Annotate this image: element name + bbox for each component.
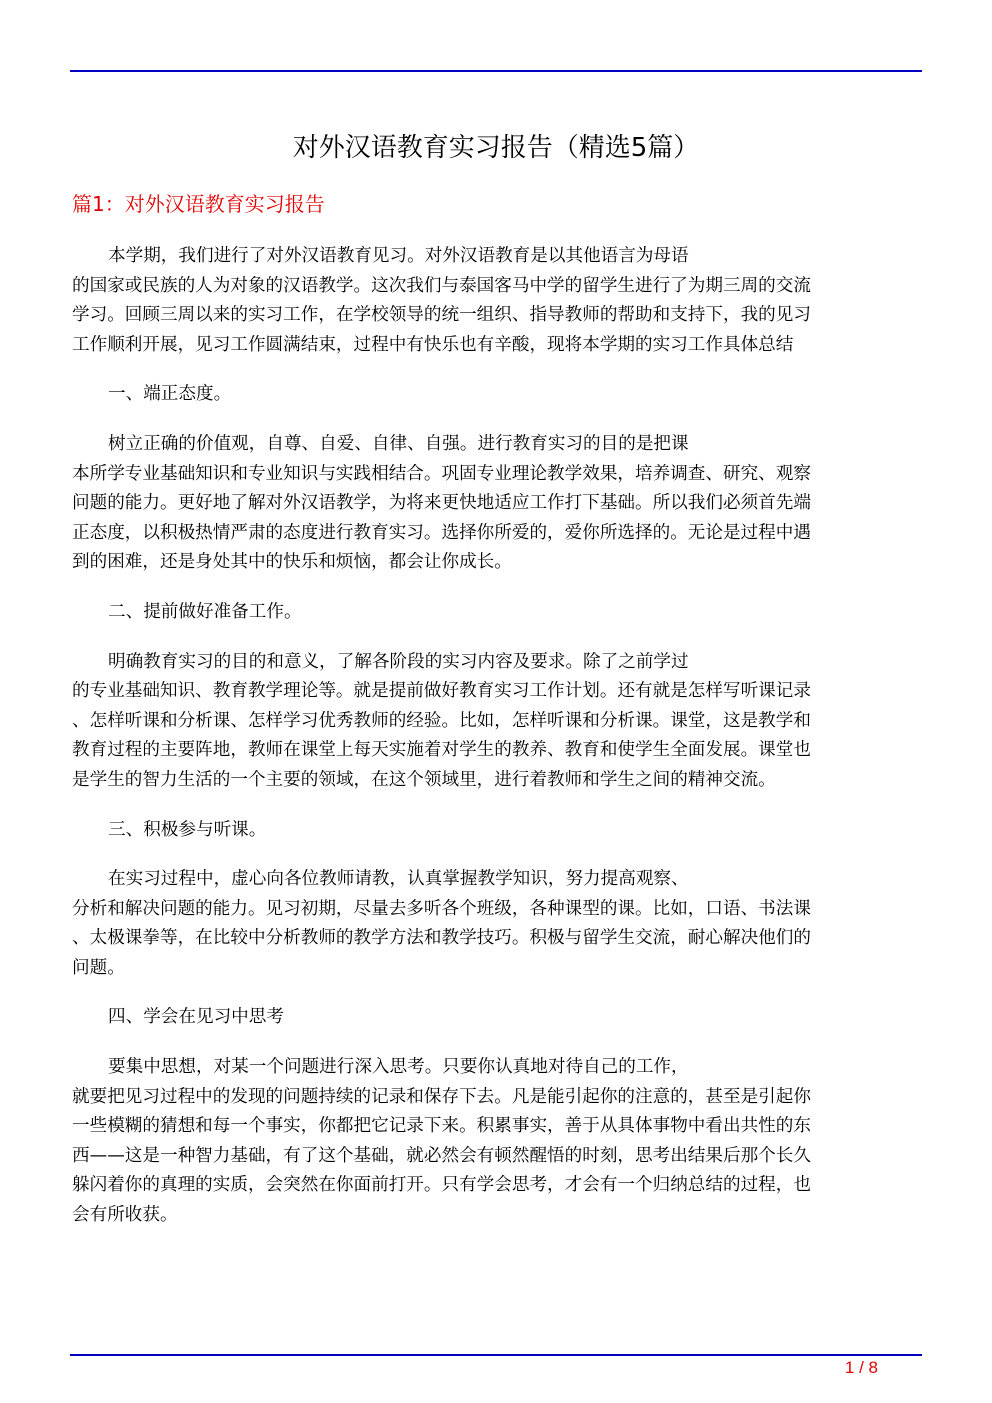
section-subheading xyxy=(72,816,922,846)
section-heading: 篇1：对外汉语教育实习报告 xyxy=(72,192,325,216)
section-subheading xyxy=(72,1003,922,1033)
paragraph xyxy=(72,865,922,983)
footer-rule xyxy=(70,1354,922,1356)
text-line: 教育过程的主要阵地，教师在课堂上每天实施着对学生的教养、教育和使学生全面发展。课堂也 xyxy=(72,740,811,761)
text-line: 到的困难，还是身处其中的快乐和烦恼，都会让你成长。 xyxy=(72,552,512,573)
text-line: 三、积极参与听课。 xyxy=(108,819,267,840)
text-line: 西——这是一种智力基础，有了这个基础，就必然会有顿然醒悟的时刻，思考出结果后那个长久 xyxy=(72,1145,811,1166)
text-line: 在实习过程中，虚心向各位教师请教，认真掌握教学知识，努力提高观察、 xyxy=(108,869,689,890)
text-line: 一、端正态度。 xyxy=(108,384,232,405)
text-line: 学习。回顾三周以来的实习工作，在学校领导的统一组织、指导教师的帮助和支持下，我的见习 xyxy=(72,305,811,326)
text-line: 四、学会在见习中思考 xyxy=(108,1007,284,1028)
text-line: 问题。 xyxy=(72,957,125,978)
page-number: 1 / 8 xyxy=(844,1358,878,1377)
document-title: 对外汉语教育实习报告（精选5篇） xyxy=(292,133,700,163)
text-line: 、怎样听课和分析课、怎样学习优秀教师的经验。比如，怎样听课和分析课。课堂，这是教学和 xyxy=(72,710,811,731)
text-line: 分析和解决问题的能力。见习初期，尽量去多听各个班级，各种课型的课。比如，口语、书法课 xyxy=(72,898,811,919)
text-line: 一些模糊的猜想和每一个事实，你都把它记录下来。积累事实，善于从具体事物中看出共性的东 xyxy=(72,1116,811,1137)
paragraph xyxy=(72,1053,922,1231)
text-line: 要集中思想，对某一个问题进行深入思考。只要你认真地对待自己的工作， xyxy=(108,1057,689,1078)
text-line: 、太极课拳等，在比较中分析教师的教学方法和教学技巧。积极与留学生交流，耐心解决他们的 xyxy=(72,928,811,949)
text-line: 会有所收获。 xyxy=(72,1205,178,1226)
paragraph xyxy=(72,430,922,578)
section-subheading xyxy=(72,598,922,628)
text-line: 本所学专业基础知识和专业知识与实践相结合。巩固专业理论教学效果，培养调查、研究、观察 xyxy=(72,463,811,484)
text-line: 工作顺利开展，见习工作圆满结束，过程中有快乐也有辛酸，现将本学期的实习工作具体总结 xyxy=(72,334,794,355)
text-line: 问题的能力。更好地了解对外汉语教学，为将来更快地适应工作打下基础。所以我们必须首先端 xyxy=(72,493,811,514)
text-line: 明确教育实习的目的和意义，了解各阶段的实习内容及要求。除了之前学过 xyxy=(108,651,689,672)
paragraph xyxy=(72,648,922,796)
header-rule xyxy=(70,70,922,72)
text-line: 是学生的智力生活的一个主要的领域，在这个领域里，进行着教师和学生之间的精神交流。 xyxy=(72,769,776,790)
text-line: 躲闪着你的真理的实质，会突然在你面前打开。只有学会思考，才会有一个归纳总结的过程，也 xyxy=(72,1175,811,1196)
document-body xyxy=(72,242,922,1251)
text-line: 本学期，我们进行了对外汉语教育见习。对外汉语教育是以其他语言为母语 xyxy=(108,246,689,266)
text-line: 树立正确的价值观，自尊、自爱、自律、自强。进行教育实习的目的是把课 xyxy=(108,433,689,454)
paragraph xyxy=(72,242,922,360)
text-line: 正态度，以积极热情严肃的态度进行教育实习。选择你所爱的，爱你所选择的。无论是过程中遇 xyxy=(72,522,811,543)
text-line: 就要把见习过程中的发现的问题持续的记录和保存下去。凡是能引起你的注意的，甚至是引起你 xyxy=(72,1086,811,1107)
text-line: 二、提前做好准备工作。 xyxy=(108,601,302,622)
text-line: 的专业基础知识、教育教学理论等。就是提前做好教育实习工作计划。还有就是怎样写听课记录 xyxy=(72,681,811,702)
section-subheading xyxy=(72,380,922,410)
text-line: 的国家或民族的人为对象的汉语教学。这次我们与泰国客马中学的留学生进行了为期三周的交流 xyxy=(72,275,811,296)
